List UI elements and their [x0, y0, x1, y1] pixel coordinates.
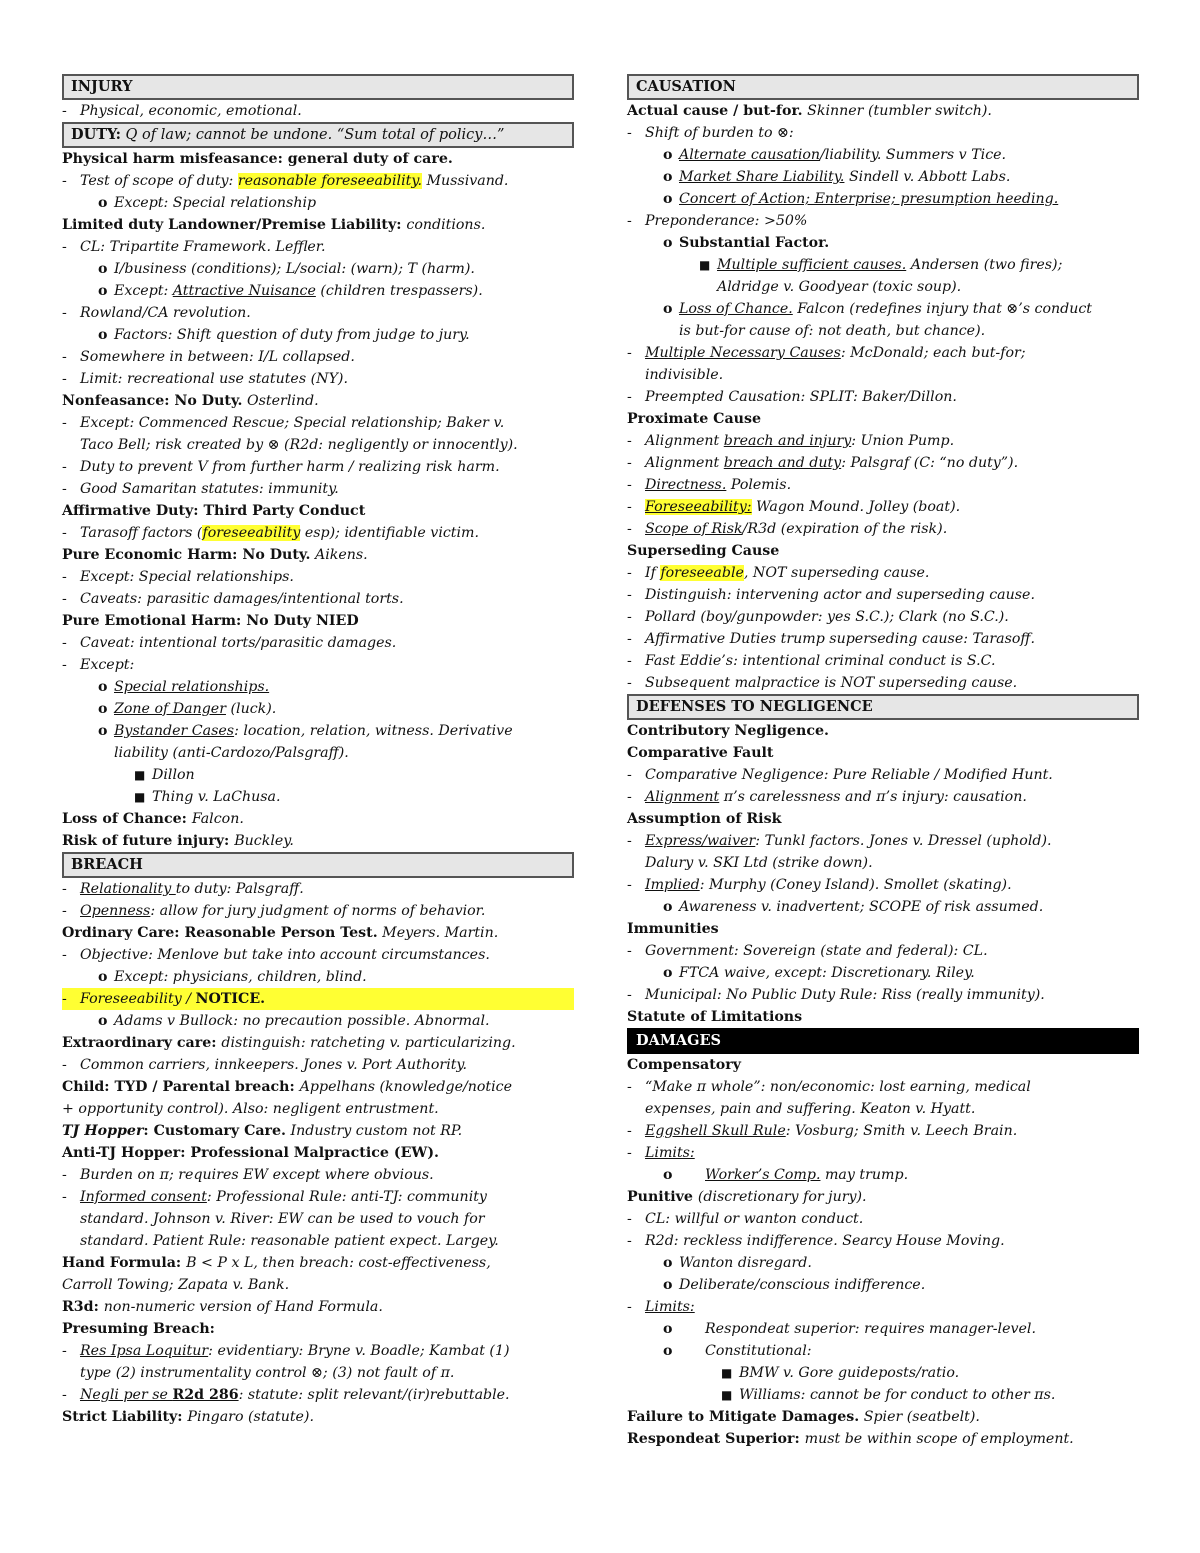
bullet-line	[627, 364, 1139, 386]
text-segment: Statute of Limitations	[627, 1009, 803, 1025]
text-segment: Proximate Cause	[627, 411, 761, 427]
text-segment: Nonfeasance: No Duty.	[62, 393, 243, 409]
text-segment: Special relationships.	[114, 679, 270, 695]
text-segment: distinguish: ratcheting v. particularizing.	[221, 1035, 516, 1051]
text-line	[627, 1186, 1139, 1208]
bullet-line	[627, 166, 1139, 188]
text-segment: Alignment	[645, 789, 720, 805]
bullet-line	[627, 320, 1139, 342]
text-segment: : Customary Care.	[143, 1123, 286, 1139]
text-segment: Polemis.	[726, 477, 792, 493]
bullet-line	[627, 606, 1139, 628]
bullet-line	[62, 988, 574, 1010]
text-line	[62, 148, 574, 170]
text-segment: foreseeability	[202, 525, 301, 541]
text-segment: Sindell v. Abbott Labs.	[844, 169, 1011, 185]
bullet-line	[62, 900, 574, 922]
text-line	[627, 1406, 1139, 1428]
text-segment: Caveats: parasitic damages/intentional torts.	[80, 591, 404, 607]
text-segment: CL: Tripartite Framework. Leffler.	[80, 239, 326, 255]
bullet-line	[62, 588, 574, 610]
text-segment: Worker’s Comp.	[705, 1167, 821, 1183]
text-segment: Pure Emotional Harm: No Duty NIED	[62, 613, 359, 629]
text-segment: Substantial Factor.	[679, 235, 830, 251]
bullet-line	[627, 386, 1139, 408]
text-segment: Except: Special relationships.	[80, 569, 294, 585]
text-segment: Mussivand.	[421, 173, 509, 189]
text-segment: B < P x L, then breach: cost-effectiveness,	[186, 1255, 491, 1271]
section-header	[62, 122, 574, 148]
text-segment: Anti-TJ Hopper: Professional Malpractice (EW).	[62, 1145, 439, 1161]
text-segment: NOTICE.	[195, 991, 266, 1007]
text-segment: Fast Eddie’s: intentional criminal conduct is S.C.	[645, 653, 996, 669]
text-segment: If	[645, 565, 661, 581]
text-segment: Strict Liability:	[62, 1409, 188, 1425]
text-line	[62, 1098, 574, 1120]
text-segment: Pingaro (statute).	[187, 1409, 314, 1425]
bullet-line	[627, 518, 1139, 540]
text-segment: breach and injury	[723, 433, 852, 449]
bullet-line	[62, 632, 574, 654]
text-segment: I/business (conditions); L/social: (warn); T (harm).	[114, 261, 475, 277]
bullet-line	[62, 1186, 574, 1208]
text-segment: Actual cause / but-for.	[627, 103, 803, 119]
text-segment: Immunities	[627, 921, 719, 937]
bullet-line	[627, 1120, 1139, 1142]
section-header: DAMAGES	[627, 1028, 1139, 1054]
text-segment: reasonable foreseeability.	[237, 173, 422, 189]
bullet-line	[62, 324, 574, 346]
text-segment: : Tunkl factors. Jones v. Dressel (uphold).	[755, 833, 1052, 849]
text-segment: Alignment	[645, 433, 724, 449]
text-segment: Express/waiver	[645, 833, 756, 849]
text-segment: Respondeat superior: requires manager-level.	[705, 1321, 1036, 1337]
bullet-line	[627, 1296, 1139, 1318]
text-segment: /liability. Summers v Tice.	[820, 147, 1007, 163]
bullet-line	[62, 966, 574, 988]
bullet-line	[627, 232, 1139, 254]
text-segment: Directness.	[645, 477, 727, 493]
text-line	[627, 1428, 1139, 1450]
text-segment: Limited duty Landowner/Premise Liability:	[62, 217, 407, 233]
bullet-line	[62, 456, 574, 478]
section-header: CAUSATION	[627, 74, 1139, 100]
text-segment: expenses, pain and suffering. Keaton v. Hyatt.	[645, 1101, 976, 1117]
text-line	[62, 808, 574, 830]
bullet-line	[62, 698, 574, 720]
bullet-line	[627, 764, 1139, 786]
text-segment: Limits:	[645, 1299, 695, 1315]
text-line	[62, 1252, 574, 1274]
header-segment: Q of law; cannot be undone. “Sum total of policy…”	[120, 127, 505, 143]
text-segment: Except: Commenced Rescue; Special relationship; Baker v.	[80, 415, 505, 431]
text-segment: may trump.	[820, 1167, 909, 1183]
text-segment: Negli per se	[80, 1387, 173, 1403]
bullet-line	[62, 566, 574, 588]
text-segment: Rowland/CA revolution.	[80, 305, 251, 321]
text-segment: Superseding Cause	[627, 543, 780, 559]
text-segment: Carroll Towing; Zapata v. Bank.	[62, 1277, 290, 1293]
text-segment: Dillon	[152, 767, 195, 783]
bullet-line	[627, 984, 1139, 1006]
bullet-line	[627, 628, 1139, 650]
text-segment: Presuming Breach:	[62, 1321, 215, 1337]
text-segment: Multiple Necessary Causes	[645, 345, 841, 361]
bullet-line	[627, 940, 1139, 962]
text-segment: Shift of burden to ⊗:	[645, 125, 794, 141]
bullet-line	[627, 786, 1139, 808]
text-segment: Except:	[114, 283, 173, 299]
bullet-line	[627, 254, 1139, 276]
right-column	[627, 74, 1139, 1450]
text-segment: to duty: Palsgraff.	[175, 881, 304, 897]
bullet-line	[62, 1384, 574, 1406]
bullet-line	[627, 144, 1139, 166]
bullet-line	[627, 188, 1139, 210]
text-segment: conditions.	[406, 217, 486, 233]
bullet-line	[62, 280, 574, 302]
text-segment: Concert of Action; Enterprise; presumption heeding.	[679, 191, 1059, 207]
text-segment: Pollard (boy/gunpowder: yes S.C.); Clark (no S.C.).	[645, 609, 1009, 625]
text-segment: Except: Special relationship	[114, 195, 317, 211]
text-line	[62, 390, 574, 412]
text-segment: Scope of Risk	[645, 521, 743, 537]
bullet-line	[627, 1274, 1139, 1296]
bullet-line	[62, 478, 574, 500]
bullet-line	[62, 192, 574, 214]
bullet-line	[62, 786, 574, 808]
text-segment: /R3d (expiration of the risk).	[742, 521, 948, 537]
text-segment: Attractive Nuisance	[172, 283, 316, 299]
text-segment: standard. Johnson v. River: EW can be used to vouch for	[80, 1211, 485, 1227]
text-segment: , NOT superseding cause.	[743, 565, 930, 581]
bullet-line	[627, 1230, 1139, 1252]
text-segment: R2d 286	[172, 1387, 239, 1403]
text-segment: Foreseeability:	[645, 499, 752, 515]
text-segment: (discretionary for jury).	[697, 1189, 867, 1205]
bullet-line	[62, 676, 574, 698]
bullet-line	[627, 210, 1139, 232]
bullet-line	[627, 1164, 1139, 1186]
text-segment: type (2) instrumentality control ⊗; (3) not fault of π.	[80, 1365, 455, 1381]
bullet-line	[627, 1142, 1139, 1164]
text-segment: Dalury v. SKI Ltd (strike down).	[645, 855, 873, 871]
bullet-line	[62, 522, 574, 544]
text-segment: Limit: recreational use statutes (NY).	[80, 371, 348, 387]
text-segment: Except: physicians, children, blind.	[114, 969, 367, 985]
bullet-line	[627, 452, 1139, 474]
text-segment: π’s carelessness and π’s injury: causation.	[719, 789, 1027, 805]
bullet-line	[627, 562, 1139, 584]
text-segment: Punitive	[627, 1189, 698, 1205]
section-header: BREACH	[62, 852, 574, 878]
bullet-line	[62, 742, 574, 764]
text-segment: Municipal: No Public Duty Rule: Riss (really immunity).	[645, 987, 1045, 1003]
text-segment: Relationality	[80, 881, 176, 897]
text-segment: Zone of Danger	[114, 701, 226, 717]
text-segment: Informed consent	[80, 1189, 207, 1205]
text-segment: Extraordinary care:	[62, 1035, 222, 1051]
text-segment: : Murphy (Coney Island). Smollet (skating).	[699, 877, 1012, 893]
bullet-line	[627, 896, 1139, 918]
bullet-line	[627, 1252, 1139, 1274]
bullet-line	[627, 474, 1139, 496]
text-segment: (luck).	[225, 701, 277, 717]
text-segment: Deliberate/conscious indifference.	[679, 1277, 926, 1293]
text-line	[62, 500, 574, 522]
text-segment: BMW v. Gore guideposts/ratio.	[739, 1365, 960, 1381]
text-segment: Taco Bell; risk created by ⊗ (R2d: negligently or innocently).	[80, 437, 518, 453]
text-line	[627, 540, 1139, 562]
bullet-line	[62, 1010, 574, 1032]
text-segment: Child: TYD / Parental breach:	[62, 1079, 300, 1095]
text-segment: Burden on π; requires EW except where obvious.	[80, 1167, 434, 1183]
text-segment: Affirmative Duty: Third Party Conduct	[62, 503, 366, 519]
text-segment: Government: Sovereign (state and federal): CL.	[645, 943, 988, 959]
text-segment: liability (anti-Cardozo/Palsgraff).	[114, 745, 349, 761]
bullet-line	[62, 236, 574, 258]
bullet-line	[62, 170, 574, 192]
text-segment: : Union Pump.	[851, 433, 955, 449]
text-segment: R2d: reckless indifference. Searcy House Moving.	[645, 1233, 1005, 1249]
text-segment: Caveat: intentional torts/parasitic damages.	[80, 635, 397, 651]
text-segment: Respondeat Superior:	[627, 1431, 805, 1447]
text-line	[62, 1406, 574, 1428]
bullet-line	[627, 1318, 1139, 1340]
bullet-line	[62, 944, 574, 966]
text-segment: Spier (seatbelt).	[859, 1409, 980, 1425]
text-line	[62, 830, 574, 852]
bullet-line	[62, 258, 574, 280]
bullet-line	[627, 1208, 1139, 1230]
bullet-line	[62, 302, 574, 324]
text-segment: : evidentiary: Bryne v. Boadle; Kambat (1)	[208, 1343, 510, 1359]
text-segment: Loss of Chance:	[62, 811, 192, 827]
bullet-line	[62, 1230, 574, 1252]
text-segment: Subsequent malpractice is NOT superseding cause.	[645, 675, 1018, 691]
bullet-line	[62, 434, 574, 456]
text-line	[62, 1120, 574, 1142]
text-line	[62, 922, 574, 944]
text-segment: Multiple sufficient causes.	[717, 257, 907, 273]
text-segment: non-numeric version of Hand Formula.	[103, 1299, 383, 1315]
text-line	[62, 544, 574, 566]
bullet-line	[627, 1362, 1139, 1384]
text-segment: : allow for jury judgment of norms of behavior.	[150, 903, 486, 919]
bullet-line	[627, 122, 1139, 144]
text-segment: Thing v. LaChusa.	[152, 789, 281, 805]
bullet-line	[62, 346, 574, 368]
text-segment: + opportunity control). Also: negligent entrustment.	[62, 1101, 439, 1117]
text-segment: Objective: Menlove but take into account circumstances.	[80, 947, 490, 963]
text-segment: Falcon (redefines injury that ⊗’s conduct	[792, 301, 1092, 317]
text-segment: : Palsgraf (C: “no duty”).	[841, 455, 1019, 471]
text-line	[627, 720, 1139, 742]
text-segment: Failure to Mitigate Damages.	[627, 1409, 860, 1425]
text-segment: Physical, economic, emotional.	[80, 103, 302, 119]
bullet-line	[627, 342, 1139, 364]
text-line	[627, 408, 1139, 430]
text-segment: Preempted Causation: SPLIT: Baker/Dillon.	[645, 389, 957, 405]
bullet-line	[62, 1164, 574, 1186]
bullet-line	[62, 878, 574, 900]
text-line	[62, 1076, 574, 1098]
text-segment: Alignment	[645, 455, 724, 471]
text-line	[627, 1006, 1139, 1028]
text-segment: Wagon Mound. Jolley (boat).	[751, 499, 961, 515]
text-segment: FTCA waive, except: Discretionary. Riley.	[679, 965, 975, 981]
bullet-line	[62, 1340, 574, 1362]
bullet-line	[627, 584, 1139, 606]
text-segment: Comparative Negligence: Pure Reliable / Modified Hunt.	[645, 767, 1053, 783]
text-segment: TJ Hopper	[62, 1123, 144, 1139]
text-segment: is but-for cause of: not death, but chance).	[679, 323, 986, 339]
text-segment: Contributory Negligence.	[627, 723, 829, 739]
text-segment: Good Samaritan statutes: immunity.	[80, 481, 339, 497]
text-segment: Eggshell Skull Rule	[645, 1123, 786, 1139]
bullet-line	[62, 654, 574, 676]
header-segment: DUTY:	[71, 126, 121, 143]
text-segment: Skinner (tumbler switch).	[802, 103, 992, 119]
text-line	[62, 1274, 574, 1296]
text-line	[62, 1318, 574, 1340]
text-segment: Somewhere in between: I/L collapsed.	[80, 349, 355, 365]
bullet-line	[62, 1208, 574, 1230]
text-segment: Res Ipsa Loquitur	[80, 1343, 209, 1359]
text-segment: : statute: split relevant/(ir)rebuttable.	[238, 1387, 510, 1403]
text-segment: : Professional Rule: anti-TJ: community	[206, 1189, 487, 1205]
text-segment: Williams: cannot be for conduct to other πs.	[739, 1387, 1056, 1403]
bullet-line	[627, 650, 1139, 672]
text-segment: breach and duty	[723, 455, 842, 471]
text-segment: Compensatory	[627, 1057, 741, 1073]
text-line	[627, 742, 1139, 764]
text-segment: : Vosburg; Smith v. Leech Brain.	[785, 1123, 1018, 1139]
text-segment: Common carriers, innkeepers. Jones v. Port Authority.	[80, 1057, 468, 1073]
text-segment: Foreseeability /	[80, 991, 196, 1007]
text-segment: Alternate causation	[679, 147, 821, 163]
text-segment: “Make π whole”: non/economic: lost earning, medical	[645, 1079, 1031, 1095]
text-segment: Factors: Shift question of duty from judge to jury.	[114, 327, 470, 343]
text-segment: Ordinary Care: Reasonable Person Test.	[62, 925, 378, 941]
text-segment: Industry custom not RP.	[286, 1123, 463, 1139]
text-line	[627, 1054, 1139, 1076]
text-segment: : McDonald; each but-for;	[840, 345, 1026, 361]
bullet-line	[627, 1076, 1139, 1098]
bullet-line	[627, 962, 1139, 984]
text-segment: Distinguish: intervening actor and superseding cause.	[645, 587, 1035, 603]
text-line	[62, 214, 574, 236]
bullet-line	[627, 430, 1139, 452]
bullet-line	[62, 764, 574, 786]
text-line	[627, 100, 1139, 122]
bullet-line	[627, 874, 1139, 896]
text-segment: foreseeable	[660, 565, 744, 581]
left-column	[62, 74, 574, 1428]
text-segment: Bystander Cases	[114, 723, 235, 739]
text-segment: Meyers. Martin.	[377, 925, 499, 941]
text-segment: Implied	[645, 877, 700, 893]
bullet-line	[62, 368, 574, 390]
text-segment: Andersen (two fires);	[906, 257, 1063, 273]
section-header: DEFENSES TO NEGLIGENCE	[627, 694, 1139, 720]
bullet-line	[627, 276, 1139, 298]
text-segment: Openness	[80, 903, 151, 919]
text-segment: Buckley.	[234, 833, 294, 849]
text-segment: Affirmative Duties trump superseding cause: Tarasoff.	[645, 631, 1035, 647]
text-segment: Risk of future injury:	[62, 833, 235, 849]
text-line	[627, 918, 1139, 940]
text-segment: Wanton disregard.	[679, 1255, 812, 1271]
text-segment: esp); identifiable victim.	[300, 525, 480, 541]
text-segment: Limits:	[645, 1145, 695, 1161]
text-line	[62, 1032, 574, 1054]
text-segment: Market Share Liability.	[679, 169, 845, 185]
text-line	[62, 1296, 574, 1318]
text-line	[62, 1142, 574, 1164]
text-segment: (children trespassers).	[315, 283, 483, 299]
bullet-line	[627, 672, 1139, 694]
text-segment: Tarasoff factors (	[80, 525, 203, 541]
bullet-line	[627, 852, 1139, 874]
text-segment: Test of scope of duty:	[80, 173, 238, 189]
bullet-line	[62, 100, 574, 122]
bullet-line	[62, 412, 574, 434]
text-segment: Osterlind.	[242, 393, 319, 409]
bullet-line	[62, 1362, 574, 1384]
text-segment: : location, relation, witness. Derivative	[234, 723, 513, 739]
bullet-line	[627, 496, 1139, 518]
text-segment: Preponderance: >50%	[645, 213, 808, 229]
text-segment: Duty to prevent V from further harm / realizing risk harm.	[80, 459, 500, 475]
bullet-line	[627, 1098, 1139, 1120]
text-segment: Assumption of Risk	[627, 811, 782, 827]
bullet-line	[627, 830, 1139, 852]
text-segment: Comparative Fault	[627, 745, 774, 761]
text-line	[62, 610, 574, 632]
bullet-line	[627, 298, 1139, 320]
text-segment: Constitutional:	[705, 1343, 812, 1359]
text-segment: Loss of Chance.	[679, 301, 793, 317]
bullet-line	[62, 720, 574, 742]
text-segment: standard. Patient Rule: reasonable patient expect. Largey.	[80, 1233, 499, 1249]
text-segment: Aikens.	[310, 547, 368, 563]
text-segment: Adams v Bullock: no precaution possible. Abnormal.	[114, 1013, 490, 1029]
text-segment: R3d:	[62, 1299, 104, 1315]
section-header: INJURY	[62, 74, 574, 100]
text-segment: Awareness v. inadvertent; SCOPE of risk assumed.	[679, 899, 1044, 915]
bullet-line	[62, 1054, 574, 1076]
text-segment: Physical harm misfeasance: general duty of care.	[62, 151, 453, 167]
text-segment: Hand Formula:	[62, 1255, 187, 1271]
text-segment: Falcon.	[191, 811, 244, 827]
bullet-line	[627, 1384, 1139, 1406]
bullet-line	[627, 1340, 1139, 1362]
text-segment: indivisible.	[645, 367, 724, 383]
text-segment: Pure Economic Harm: No Duty.	[62, 547, 311, 563]
text-segment: must be within scope of employment.	[804, 1431, 1074, 1447]
text-segment: Except:	[80, 657, 135, 673]
text-line	[627, 808, 1139, 830]
text-segment: Appelhans (knowledge/notice	[299, 1079, 513, 1095]
text-segment: CL: willful or wanton conduct.	[645, 1211, 864, 1227]
text-segment: Aldridge v. Goodyear (toxic soup).	[717, 279, 962, 295]
